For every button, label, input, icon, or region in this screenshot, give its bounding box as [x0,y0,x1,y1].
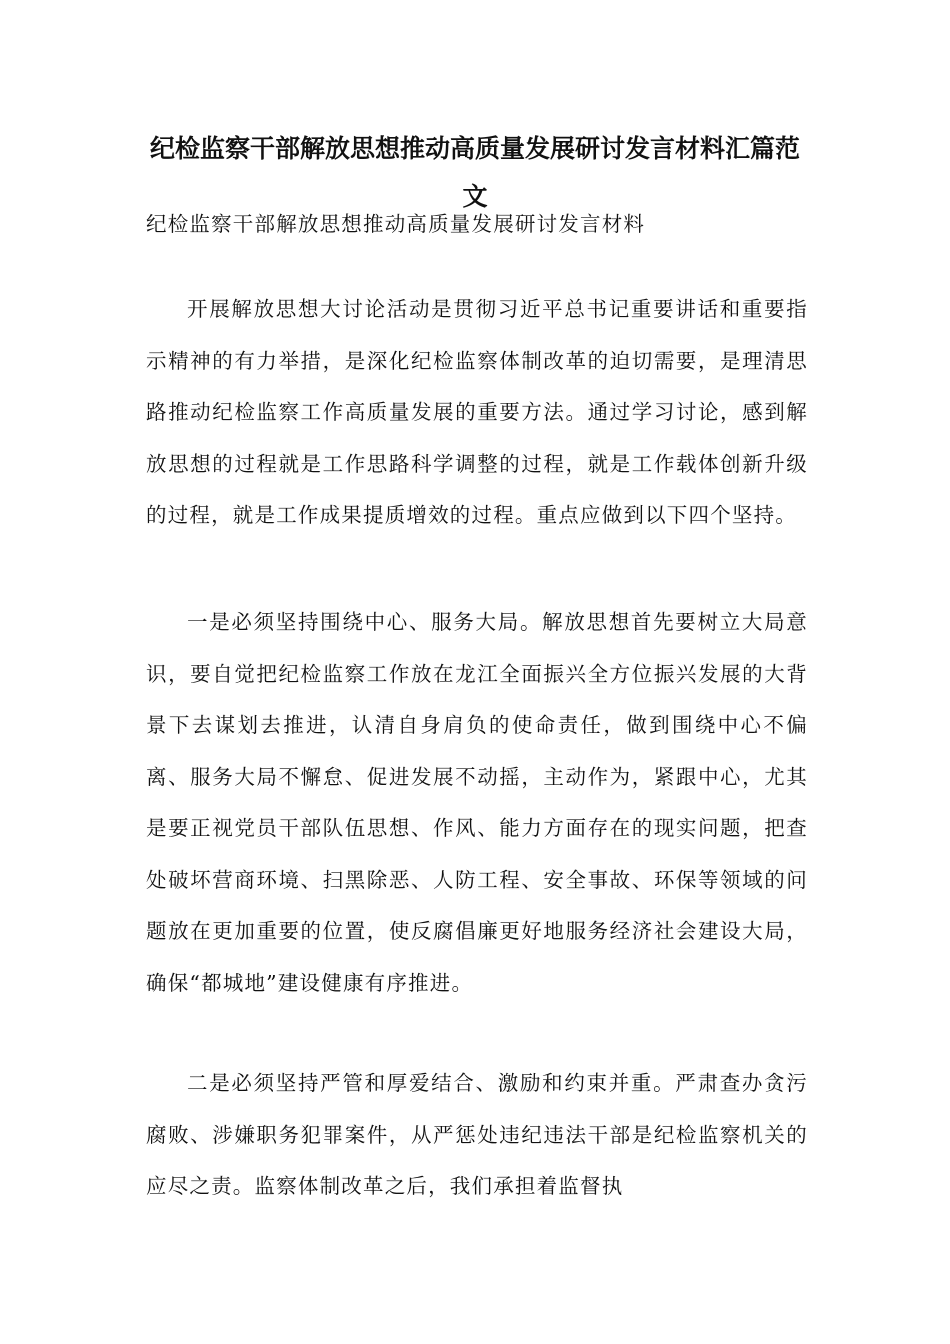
document-title: 纪检监察干部解放思想推动高质量发展研讨发言材料汇篇范文 [149,134,800,211]
body-paragraph-2: 一是必须坚持围绕中心、服务大局。解放思想首先要树立大局意识，要自觉把纪检监察工作放在龙江全面振兴全方位振兴发展的大背景下去谋划去推进，认清自身肩负的使命责任，做到围绕中心不偏离、服务大局不懈怠、促进发展不动摇，主动作为，紧跟中心，尤其是要正视党员干部队伍思想、作风、能力方面存在的现实问题，把查处破坏营商环境、扫黑除恶、人防工程、安全事故、环保等领域的问题放在更加重要的位置，使反腐倡廉更好地服务经济社会建设大局，确保“都城地”建设健康有序推进。 [146,610,808,995]
body-paragraph-1: 开展解放思想大讨论活动是贯彻习近平总书记重要讲话和重要指示精神的有力举措，是深化纪检监察体制改革的迫切需要，是理清思路推动纪检监察工作高质量发展的重要方法。通过学习讨论，感到解放思想的过程就是工作思路科学调整的过程，就是工作载体创新升级的过程，就是工作成果提质增效的过程。重点应做到以下四个坚持。 [146,297,808,527]
document-subtitle: 纪检监察干部解放思想推动高质量发展研讨发言材料 [146,212,646,236]
body-paragraph-3: 二是必须坚持严管和厚爱结合、激励和约束并重。严肃查办贪污腐败、涉嫌职务犯罪案件，从严惩处违纪违法干部是纪检监察机关的应尽之责。监察体制改革之后，我们承担着监督执 [146,1071,808,1198]
